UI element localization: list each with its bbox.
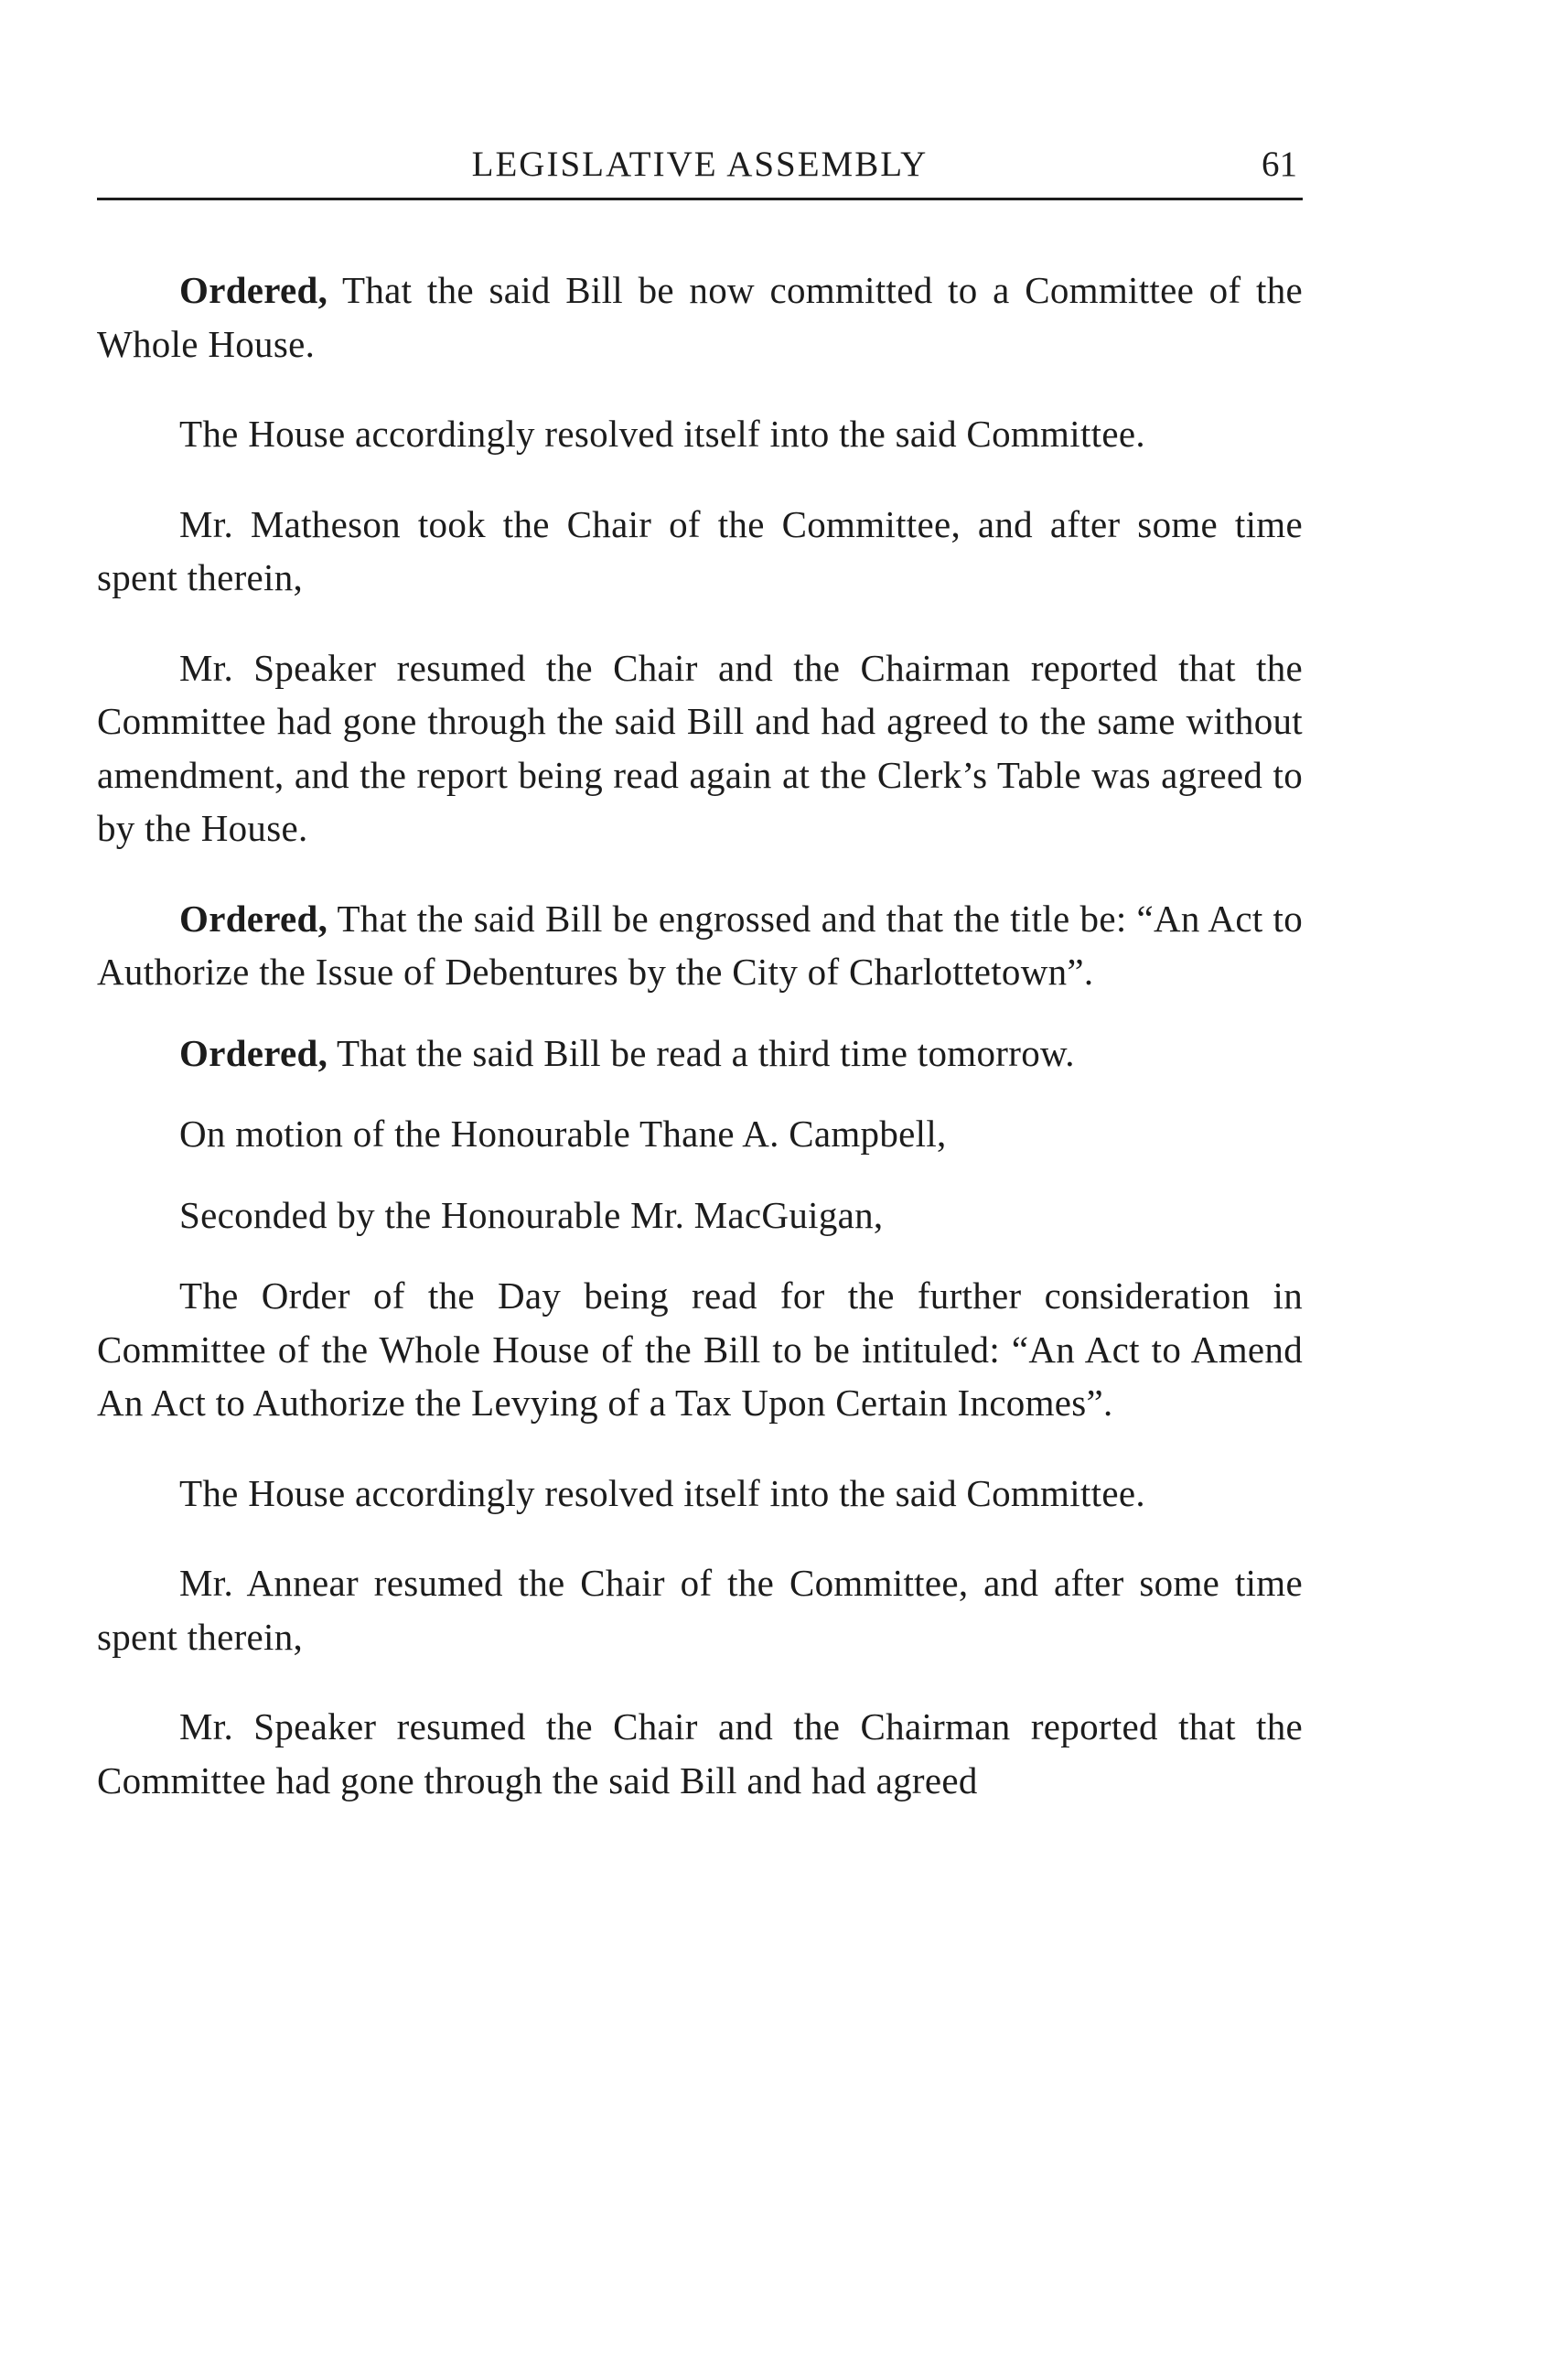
paragraph-text: On motion of the Honourable Thane A. Campbell, [179,1113,947,1155]
paragraph-text: That the said Bill be read a third time tomorrow. [328,1031,1075,1074]
paragraph-lead: Ordered, [179,897,328,940]
paragraph-lead: Ordered, [179,269,328,311]
paragraph-house-resolved [97,407,1303,461]
paragraph-speaker-resumed-2 [97,1700,1303,1807]
paragraph-text: The Order of the Day being read for the further consideration in Committee of the Whole House of the Bill to be intituled: “An Act to Amend An Act to Authorize the Levying of a Tax Upon Certain Incomes”. [97,1274,1303,1424]
page-header [97,137,1303,200]
paragraph-house-resolved-2 [97,1467,1303,1521]
paragraph-lead: Ordered, [179,1031,328,1074]
paragraph-text: The House accordingly resolved itself into the said Committee. [179,413,1145,455]
paragraph-text: The House accordingly resolved itself into the said Committee. [179,1471,1145,1514]
paragraph-order-of-day [97,1269,1303,1430]
paragraph-annear-chair [97,1556,1303,1663]
running-title: LEGISLATIVE ASSEMBLY [471,145,929,184]
paragraph-motion [97,1107,1303,1161]
paragraph-seconded [97,1188,1303,1242]
paragraph-text: Seconded by the Honourable Mr. MacGuigan, [179,1193,884,1236]
paragraph-text: Mr. Matheson took the Chair of the Committee, and after some time spent therein, [97,502,1303,598]
paragraph-text: Mr. Speaker resumed the Chair and the Chairman reported that the Committee had gone through the said Bill and had agreed [97,1705,1303,1801]
page-number: 61 [1262,145,1297,184]
paragraph-text: Mr. Annear resumed the Chair of the Committee, and after some time spent therein, [97,1562,1303,1658]
body-text [97,263,1303,1807]
paragraph-text: Mr. Speaker resumed the Chair and the Chairman reported that the Committee had gone through the said Bill and had agreed to the same without amendment, and the report being read again at the Clerk’s Table was agreed to by the House. [97,646,1303,849]
paragraph-chair-taken [97,498,1303,605]
paragraph-ordered-third-reading [97,1027,1303,1081]
paragraph-ordered-committed [97,263,1303,371]
paragraph-ordered-engrossed [97,892,1303,999]
paragraph-text: That the said Bill be engrossed and that the title be: “An Act to Authorize the Issue of Debentures by the City of Charlottetown”. [97,897,1303,993]
paragraph-speaker-resumed [97,641,1303,855]
paragraph-text: That the said Bill be now committed to a Committee of the Whole House. [97,269,1303,365]
